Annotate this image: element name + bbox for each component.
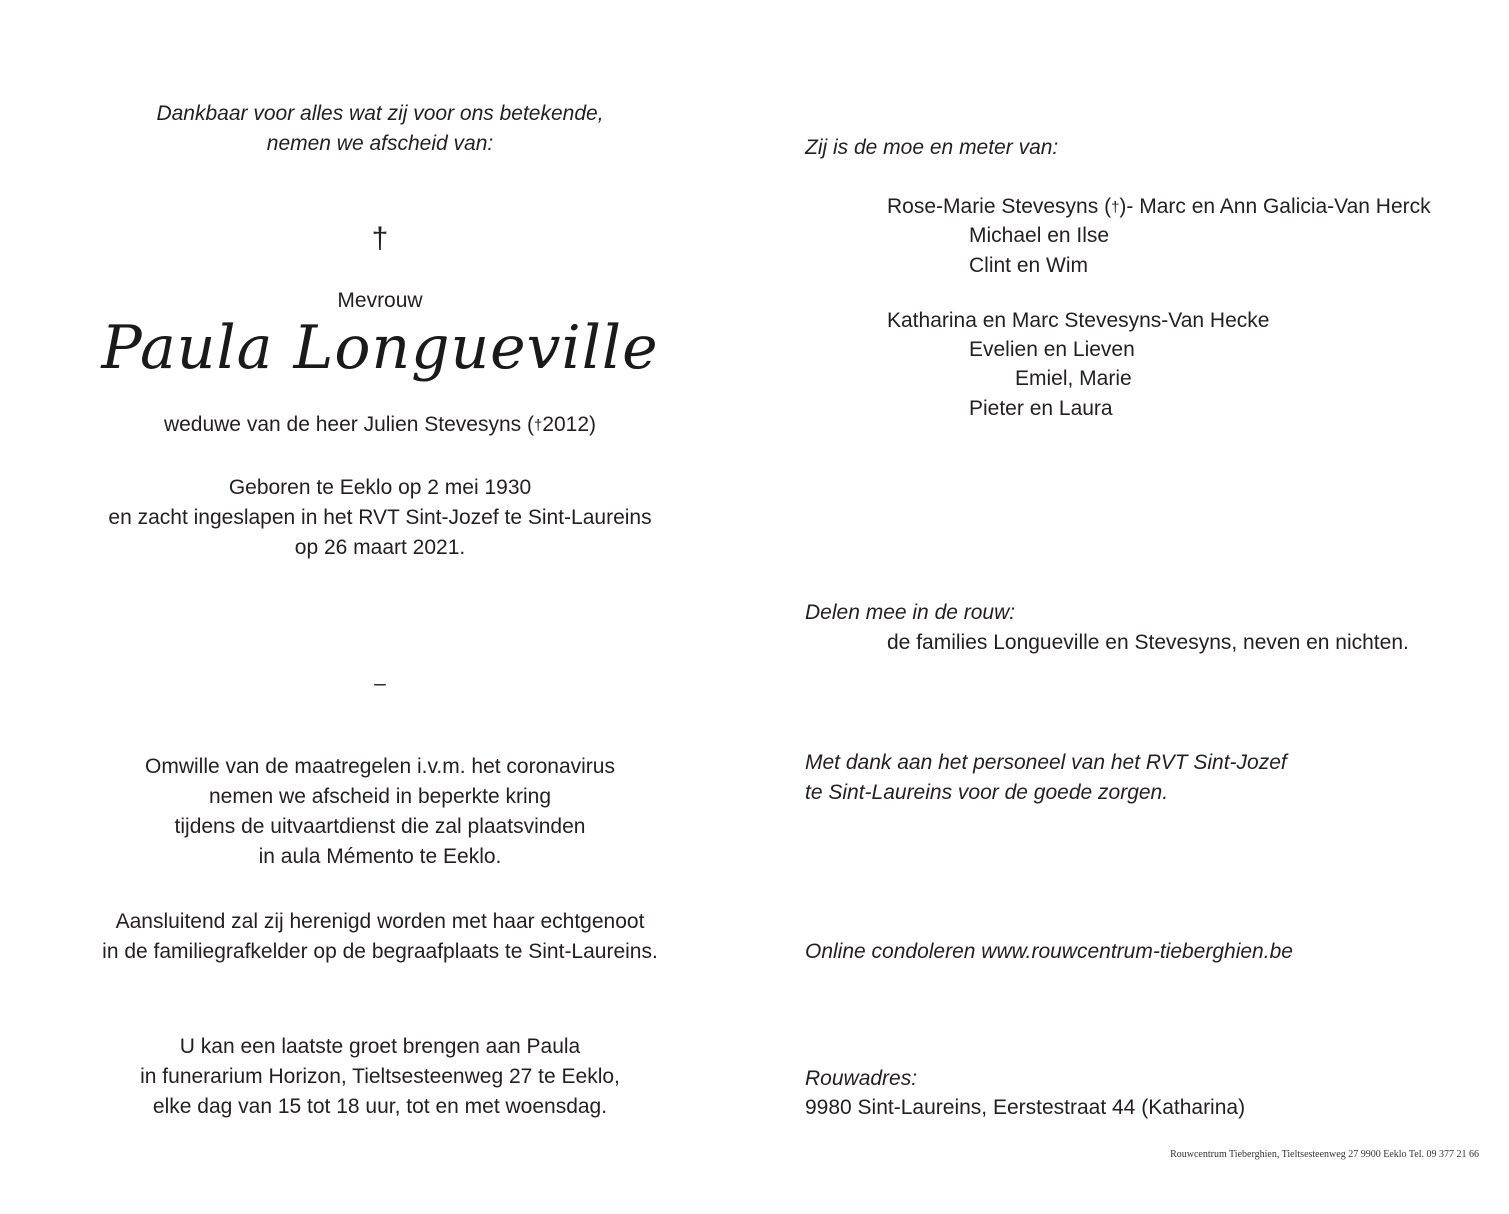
birth-death-text [30, 473, 730, 563]
thanks-line: Met dank aan het personeel van het RVT Sint-Jozef [805, 751, 1287, 774]
corona-line: tijdens de uitvaartdienst die zal plaatsvinden [174, 815, 586, 838]
corona-line: Omwille van de maatregelen i.v.m. het coronavirus [145, 755, 615, 778]
visit-line: U kan een laatste groet brengen aan Paula [179, 1035, 581, 1058]
burial-line: Aansluitend zal zij herenigd worden met haar echtgenoot [115, 910, 645, 933]
family-2-grandchildren: Emiel, Marie [1015, 367, 1132, 390]
family-2-member: Evelien en Lieven [969, 338, 1135, 361]
family-1-suffix: )- Marc en Ann Galicia-Van Herck [1119, 195, 1431, 218]
widow-line [30, 410, 730, 441]
intro-text [30, 99, 730, 159]
address-label: Rouwadres: [805, 1067, 918, 1090]
family-1-prefix: Rose-Marie Stevesyns ( [887, 195, 1112, 218]
funeral-home-footer: Rouwcentrum Tieberghien, Tieltsesteenweg 27 9900 Eeklo Tel. 09 377 21 66 [1170, 1149, 1479, 1160]
birth-line: en zacht ingeslapen in het RVT Sint-Jozef te Sint-Laureins [108, 506, 652, 529]
family-2-head: Katharina en Marc Stevesyns-Van Hecke [887, 309, 1270, 332]
small-cross-symbol: † [533, 417, 543, 434]
birth-line: Geboren te Eeklo op 2 mei 1930 [228, 476, 532, 499]
family-1-head [887, 192, 1431, 223]
family-1-member: Clint en Wim [969, 254, 1089, 277]
burial-line: in de familiegrafkelder op de begraafplaats te Sint-Laureins. [102, 940, 658, 963]
widow-prefix: weduwe van de heer Julien Stevesyns ( [163, 413, 534, 436]
visit-line: elke dag van 15 tot 18 uur, tot en met woensdag. [152, 1095, 608, 1118]
mourning-text: de families Longueville en Stevesyns, neven en nichten. [887, 631, 1409, 654]
burial-text [30, 907, 730, 967]
intro-line: Dankbaar voor alles wat zij voor ons betekende, [156, 102, 604, 125]
deceased-name: Paula Longueville [101, 313, 659, 383]
corona-line: in aula Mémento te Eeklo. [258, 845, 502, 868]
birth-line: op 26 maart 2021. [294, 536, 466, 559]
family-intro: Zij is de moe en meter van: [805, 136, 1059, 159]
corona-text [30, 752, 730, 872]
visit-line: in funerarium Horizon, Tieltsesteenweg 27 te Eeklo, [140, 1065, 620, 1088]
family-2-member: Pieter en Laura [969, 397, 1113, 420]
thanks-text [805, 748, 1287, 808]
online-condolence: Online condoleren www.rouwcentrum-tieberghien.be [805, 940, 1293, 963]
small-cross-symbol: † [1111, 199, 1120, 216]
visit-text [30, 1032, 730, 1122]
mourning-intro: Delen mee in de rouw: [805, 601, 1016, 624]
mourning-address: 9980 Sint-Laureins, Eerstestraat 44 (Katharina) [805, 1096, 1246, 1119]
honorific: Mevrouw [337, 289, 423, 312]
separator-dash: – [374, 672, 386, 695]
corona-line: nemen we afscheid in beperkte kring [208, 785, 552, 808]
cross-symbol: † [371, 222, 389, 255]
thanks-line: te Sint-Laureins voor de goede zorgen. [805, 781, 1169, 804]
intro-line: nemen we afscheid van: [266, 132, 494, 155]
family-1-member: Michael en Ilse [969, 224, 1110, 247]
widow-suffix: 2012) [542, 413, 597, 436]
